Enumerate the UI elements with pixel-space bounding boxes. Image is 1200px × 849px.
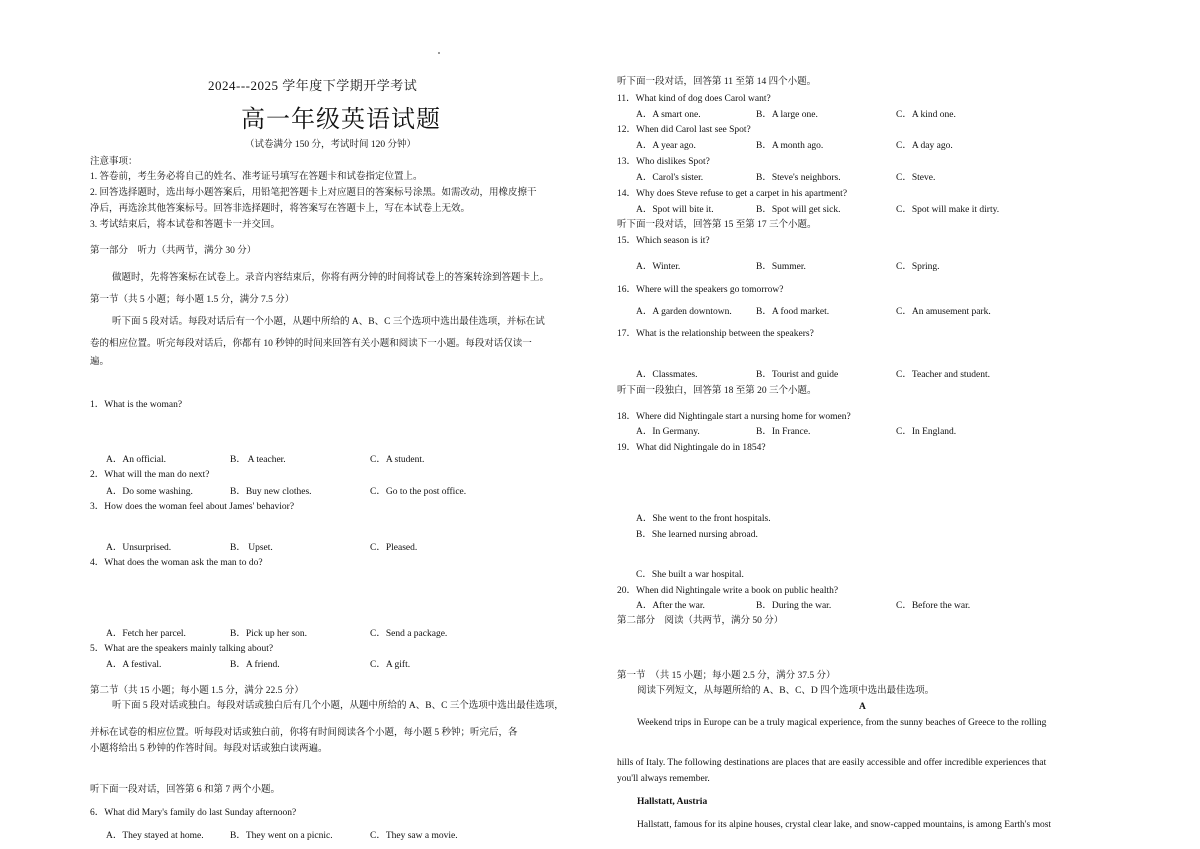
question-18: 18．Where did Nightingale start a nursing home for women? <box>617 412 851 422</box>
score-note: （试卷满分 150 分，考试时间 120 分钟） <box>245 140 417 150</box>
option: B．During the war. <box>756 601 832 611</box>
question-12: 12．When did Carol last see Spot? <box>617 125 751 135</box>
option: C．Spring. <box>896 262 940 272</box>
option: B．Summer. <box>756 262 806 272</box>
option: C．Steve. <box>896 173 936 183</box>
option: A．They stayed at home. <box>106 831 204 841</box>
option: C．Teacher and student. <box>896 370 991 380</box>
question-11: 11．What kind of dog does Carol want? <box>617 94 771 104</box>
option: A．Do some washing. <box>106 487 193 497</box>
question-14: 14．Why does Steve refuse to get a carpet in his apartment? <box>617 189 848 199</box>
question-15: 15．Which season is it? <box>617 236 710 246</box>
notice-line: 2. 回答选择题时，选出每小题答案后，用铅笔把答题卡上对应题目的答案标号涂黑。如需改动，用橡皮擦干 <box>90 188 537 198</box>
dialog-instruction: 听下面一段对话，回答第 15 至第 17 三个小题。 <box>617 220 817 230</box>
question-3: 3．How does the woman feel about James' behavior? <box>90 502 295 512</box>
section2-intro: 听下面 5 段对话或独白。每段对话或独白后有几个小题，从题中所给的 A、B、C 三个选项中选出最佳选项， <box>112 701 564 711</box>
option: A．Spot will bite it. <box>636 205 714 215</box>
section2-intro: 并标在试卷的相应位置。听每段对话或独白前，你将有时间阅读各个小题，每小题 5 秒钟；听完后，各 <box>90 728 518 738</box>
option: B．In France. <box>756 427 811 437</box>
section1-intro: 听下面 5 段对话。每段对话后有一个小题，从题中所给的 A、B、C 三个选项中选出最佳选项，并标在试 <box>112 317 545 327</box>
option: B．She learned nursing abroad. <box>636 530 758 540</box>
option: C．Before the war. <box>896 601 971 611</box>
option: C．Send a package. <box>370 629 448 639</box>
question-4: 4．What does the woman ask the man to do? <box>90 558 263 568</box>
part1-heading: 第一部分 听力（共两节，满分 30 分） <box>90 246 257 256</box>
option: B．Spot will get sick. <box>756 205 841 215</box>
passage-text: hills of Italy. The following destinations are places that are easily accessible and offer incredible experiences that <box>617 758 1047 768</box>
option: A．After the war. <box>636 601 705 611</box>
notice-line: 净后，再选涂其他答案标号。回答非选择题时，将答案写在答题卡上，写在本试卷上无效。 <box>90 204 471 214</box>
option: B．Steve's neighbors. <box>756 173 841 183</box>
monologue-instruction: 听下面一段独白，回答第 18 至第 20 三个小题。 <box>617 386 817 396</box>
question-16: 16．Where will the speakers go tomorrow? <box>617 285 784 295</box>
question-20: 20．When did Nightingale write a book on public health? <box>617 586 839 596</box>
option: A．A smart one. <box>636 110 701 120</box>
dialog-instruction: 听下面一段对话，回答第 11 至第 14 四个小题。 <box>617 77 817 87</box>
option: A．She went to the front hospitals. <box>636 514 771 524</box>
passage-text: Weekend trips in Europe can be a truly magical experience, from the sunny beaches of Greece to the rolling <box>637 718 1047 728</box>
option: A．Classmates. <box>636 370 698 380</box>
reading-section1-intro: 阅读下列短文，从每题所给的 A、B、C、D 四个选项中选出最佳选项。 <box>637 686 935 696</box>
exam-title: 2024---2025 学年度下学期开学考试 <box>208 78 418 93</box>
option: B．A friend. <box>230 660 280 670</box>
option: B．A food market. <box>756 307 830 317</box>
subject-title: 高一年级英语试题 <box>241 107 441 133</box>
option: B．Tourist and guide <box>756 370 839 380</box>
section1-intro: 遍。 <box>90 357 110 367</box>
option: A．An official. <box>106 455 166 465</box>
option: C．A student. <box>370 455 425 465</box>
passage-text: Hallstatt, famous for its alpine houses, crystal clear lake, and snow-capped mountains, is among Earth's most <box>637 820 1052 830</box>
option: C．Spot will make it dirty. <box>896 205 1000 215</box>
option: B．Pick up her son. <box>230 629 308 639</box>
option: A．A festival. <box>106 660 162 670</box>
option: C．They saw a movie. <box>370 831 458 841</box>
option: A．Carol's sister. <box>636 173 704 183</box>
option: C．In England. <box>896 427 957 437</box>
question-6: 6．What did Mary's family do last Sunday afternoon? <box>90 808 297 818</box>
part1-intro: 做题时，先将答案标在试卷上。录音内容结束后，你将有两分钟的时间将试卷上的答案转涂到答题卡上。 <box>112 273 550 283</box>
passage-text: you'll always remember. <box>617 774 710 784</box>
question-5: 5．What are the speakers mainly talking about? <box>90 644 274 654</box>
question-13: 13．Who dislikes Spot? <box>617 157 710 167</box>
option: C．An amusement park. <box>896 307 991 317</box>
scan-dot <box>438 52 440 54</box>
place-heading: Hallstatt, Austria <box>637 797 708 807</box>
option: C．A day ago. <box>896 141 953 151</box>
question-2: 2．What will the man do next? <box>90 470 210 480</box>
section2-heading: 第二节（共 15 小题；每小题 1.5 分，满分 22.5 分） <box>90 686 304 696</box>
option: C．Go to the post office. <box>370 487 467 497</box>
question-19: 19．What did Nightingale do in 1854? <box>617 443 766 453</box>
passage-label: A <box>859 702 866 712</box>
section2-intro: 小题将给出 5 秒钟的作答时间。每段对话或独白读两遍。 <box>90 744 328 754</box>
dialog-instruction: 听下面一段对话，回答第 6 和第 7 两个小题。 <box>90 785 281 795</box>
option: C．A kind one. <box>896 110 956 120</box>
option: A．Unsurprised. <box>106 543 172 553</box>
option: B． Upset. <box>230 543 273 553</box>
option: A．In Germany. <box>636 427 700 437</box>
part2-heading: 第二部分 阅读（共两节，满分 50 分） <box>617 616 784 626</box>
option: B． A teacher. <box>230 455 286 465</box>
option: A．Fetch her parcel. <box>106 629 186 639</box>
notice-line: 3. 考试结束后，将本试卷和答题卡一并交回。 <box>90 220 281 230</box>
option: B．A month ago. <box>756 141 824 151</box>
option: C．Pleased. <box>370 543 418 553</box>
section1-heading: 第一节（共 5 小题；每小题 1.5 分，满分 7.5 分） <box>90 295 295 305</box>
option: B．Buy new clothes. <box>230 487 312 497</box>
reading-section1-heading: 第一节 （共 15 小题；每小题 2.5 分，满分 37.5 分） <box>617 671 836 681</box>
option: B．A large one. <box>756 110 818 120</box>
notice-line: 1. 答卷前，考生务必将自己的姓名、准考证号填写在答题卡和试卷指定位置上。 <box>90 172 423 182</box>
option: C．She built a war hospital. <box>636 570 744 580</box>
option: A．Winter. <box>636 262 681 272</box>
option: B．They went on a picnic. <box>230 831 333 841</box>
section1-intro: 卷的相应位置。听完每段对话后，你都有 10 秒钟的时间来回答有关小题和阅读下一小题。每段对话仅读一 <box>90 339 532 349</box>
option: A．A year ago. <box>636 141 696 151</box>
notice-heading: 注意事项： <box>90 157 138 167</box>
question-17: 17．What is the relationship between the speakers? <box>617 329 814 339</box>
option: C．A gift. <box>370 660 411 670</box>
question-1: 1．What is the woman? <box>90 400 183 410</box>
option: A．A garden downtown. <box>636 307 732 317</box>
